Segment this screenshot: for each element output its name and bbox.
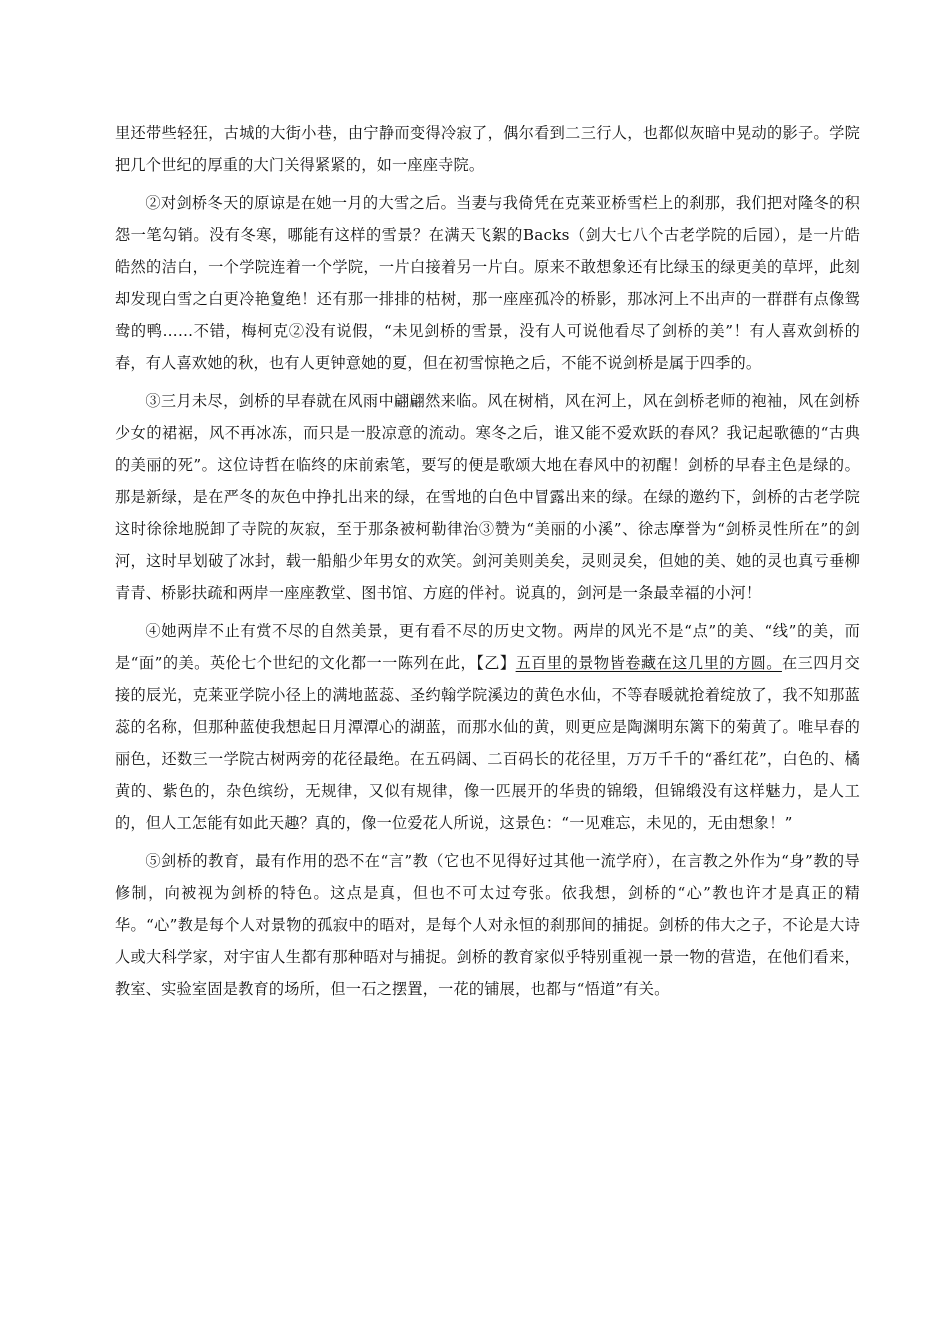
paragraph-4-text-after: 在三四月交接的辰光，克莱亚学院小径上的满地蓝蕊、圣约翰学院溪边的黄色水仙，不等春暖就抢着绽放了，我不知那蓝蕊的名称，但那种蓝使我想起日月潭潭心的湖蓝，而那水仙的黄，则更应是陶渊明东篱下的菊黄了。唯早春的丽色，还数三一学院古树两旁的花径最绝。在五码阔、二百码长的花径里，万万千千的“番红花”，白色的、橘黄的、紫色的，杂色缤纷，无规律，又似有规律，像一匹展开的华贵的锦缎，但锦缎没有这样魅力，是人工的，但人工怎能有如此天趣？真的，像一位爱花人所说，这景色：“一见难忘，未见的，无由想象！” [115, 654, 861, 832]
paragraph-4-text-before: ④她两岸不止有赏不尽的自然美景，更有看不尽的历史文物。两岸的风光不是“点”的美、“线”的美，而是“面”的美。英伦七个世纪的文化都一一陈列在此， [115, 622, 860, 672]
question-marker-yi: 【乙】 [476, 654, 516, 672]
paragraph-3-early-spring: ③三月未尽，剑桥的早春就在风雨中翩翩然来临。风在树梢，风在河上，风在剑桥老师的袍袖，风在剑桥少女的裙裾，风不再冰冻，而只是一股凉意的流动。寒冬之后，谁又能不爱欢跃的春风？我记起歌德的“古典的美丽的死”。这位诗哲在临终的床前索笔，要写的便是歌颂大地在春风中的初醒！剑桥的早春主色是绿的。那是新绿，是在严冬的灰色中挣扎出来的绿，在雪地的白色中冒露出来的绿。在绿的邀约下，剑桥的古老学院这时徐徐地脱卸了寺院的灰寂，至于那条被柯勒律治③赞为“美丽的小溪”、徐志摩誉为“剑桥灵性所在”的剑河，这时早划破了冰封，载一船船少年男女的欢笑。剑河美则美矣，灵则灵矣，但她的美、她的灵也真亏垂柳青青、桥影扶疏和两岸一座座教堂、图书馆、方庭的伴衬。说真的，剑河是一条最幸福的小河！ [115, 392, 860, 602]
paragraph-5-education: ⑤剑桥的教育，最有作用的恐不在“言”教（它也不见得好过其他一流学府），在言教之外作为“身”教的导修制，向被视为剑桥的特色。这点是真，但也不可太过夸张。依我想，剑桥的“心”教也许才是真正的精华。“心”教是每个人对景物的孤寂中的晤对，是每个人对永恒的刹那间的捕捉。剑桥的伟大之子，不论是大诗人或大科学家，对宇宙人生都有那种晤对与捕捉。剑桥的教育家似乎特别重视一景一物的营造，在他们看来，教室、实验室固是教育的场所，但一石之摆置，一花的铺展，也都与“悟道”有关。 [115, 852, 860, 998]
article-body [115, 117, 860, 1005]
paragraph-4-riverbanks [115, 615, 860, 839]
underlined-sentence: 五百里的景物皆卷藏在这几里的方圆。 [515, 654, 782, 672]
paragraph-continuation: 里还带些轻狂，古城的大街小巷，由宁静而变得冷寂了，偶尔看到二三行人，也都似灰暗中晃动的影子。学院把几个世纪的厚重的大门关得紧紧的，如一座座寺院。 [115, 124, 860, 174]
paragraph-2-winter-snow: ②对剑桥冬天的原谅是在她一月的大雪之后。当妻与我倚凭在克莱亚桥雪栏上的刹那，我们把对隆冬的积怨一笔勾销。没有冬寒，哪能有这样的雪景？在满天飞絮的Backs（剑大七八个古老学院的后园），是一片皓皓然的洁白，一个学院连着一个学院，一片白接着另一片白。原来不敢想象还有比绿玉的绿更美的草坪，此刻却发现白雪之白更冷艳夐绝！还有那一排排的枯树，那一座座孤冷的桥影，那冰河上不出声的一群群有点像鸳鸯的鸭……不错，梅柯克②没有说假，“未见剑桥的雪景，没有人可说他看尽了剑桥的美”！有人喜欢剑桥的春，有人喜欢她的秋，也有人更钟意她的夏，但在初雪惊艳之后，不能不说剑桥是属于四季的。 [115, 194, 860, 372]
